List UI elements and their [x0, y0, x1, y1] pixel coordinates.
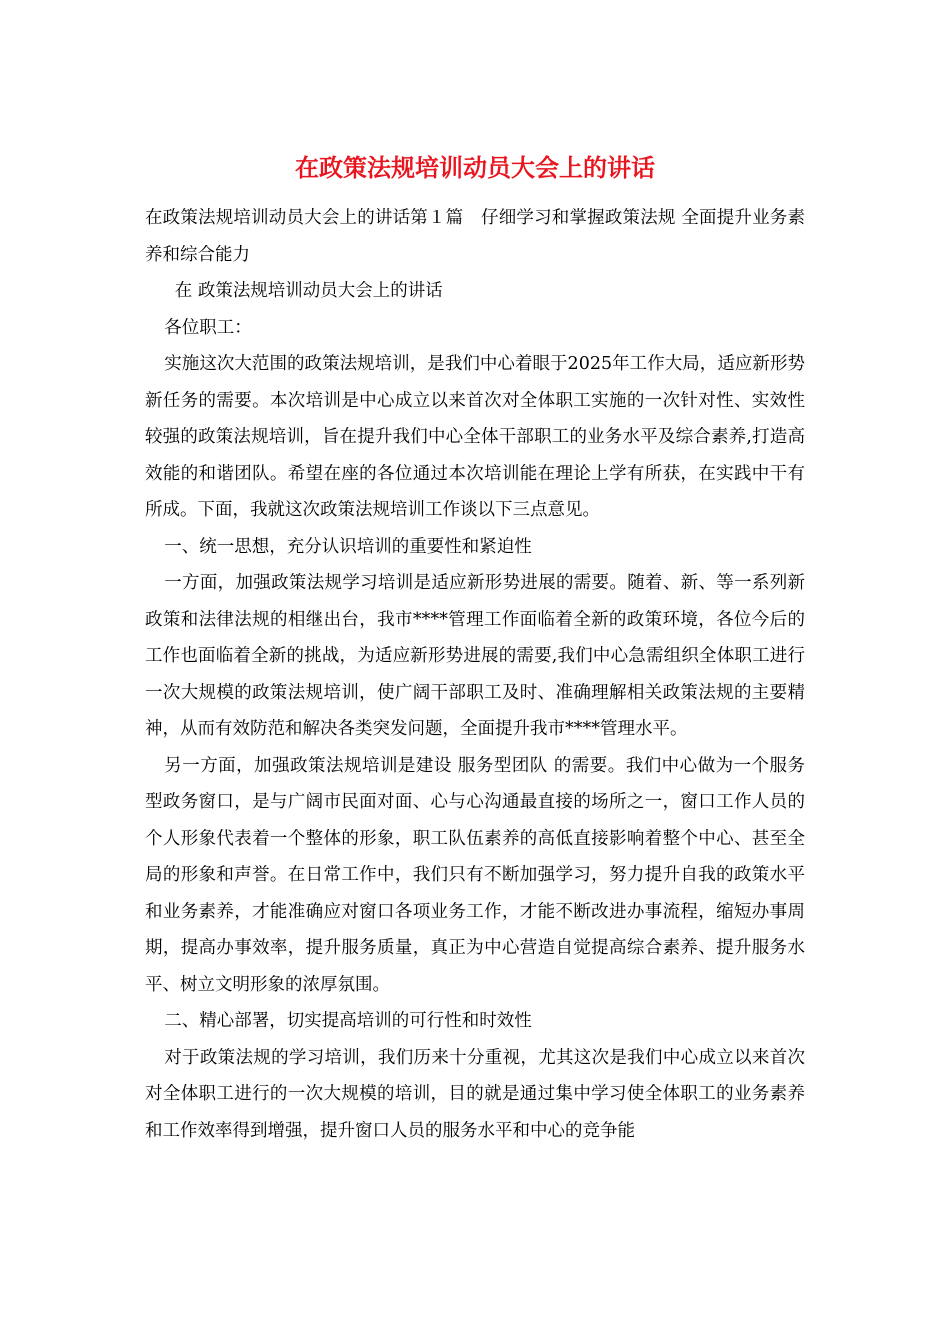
document-body [145, 200, 805, 1149]
paragraph-subtitle: 在 政策法规培训动员大会上的讲话 [174, 281, 443, 301]
paragraph-body: 另一方面，加强政策法规培训是建设 服务型团队 的需要。我们中心做为一个服务型政务窗口，是与广阔市民面对面、心与心沟通最直接的场所之一，窗口工作人员的个人形象代表着一个整体的形象，职工队伍素养的高低直接影响着整个中心、甚至全局的形象和声誉。在日常工作中，我们只有不断加强学习，努力提升自我的政策水平和业务素养，才能准确应对窗口各项业务工作，才能不断改进办事流程，缩短办事周期，提高办事效率，提升服务质量，真正为中心营造自觉提高综合素养、提升服务水平、树立文明形象的浓厚氛围。 [145, 755, 805, 995]
document-title: 在政策法规培训动员大会上的讲话 [295, 153, 655, 182]
paragraph-heading-line: 在政策法规培训动员大会上的讲话第１篇 仔细学习和掌握政策法规 全面提升业务素养和综合能力 [145, 208, 805, 265]
section-heading-2: 二、精心部署，切实提高培训的可行性和时效性 [164, 1011, 532, 1031]
paragraph-intro: 实施这次大范围的政策法规培训，是我们中心着眼于2025年工作大局，适应新形势新任务的需要。本次培训是中心成立以来首次对全体职工实施的一次针对性、实效性较强的政策法规培训，旨在提升我们中心全体干部职工的业务水平及综合素养,打造高效能的和谐团队。希望在座的各位通过本次培训能在理论上学有所获，在实践中干有所成。下面，我就这次政策法规培训工作谈以下三点意见。 [145, 354, 805, 520]
paragraph-body: 一方面，加强政策法规学习培训是适应新形势进展的需要。随着、新、等一系列新政策和法律法规的相继出台，我市****管理工作面临着全新的政策环境，各位今后的工作也面临着全新的挑战，为适应新形势进展的需要,我们中心急需组织全体职工进行一次大规模的政策法规培训，使广阔干部职工及时、准确理解相关政策法规的主要精神，从而有效防范和解决各类突发问题，全面提升我市****管理水平。 [145, 573, 805, 739]
section-heading-1: 一、统一思想，充分认识培训的重要性和紧迫性 [164, 536, 532, 557]
paragraph-salutation: 各位职工： [164, 317, 252, 338]
paragraph-body: 对于政策法规的学习培训，我们历来十分重视，尤其这次是我们中心成立以来首次对全体职工进行的一次大规模的培训，目的就是通过集中学习使全体职工的业务素养和工作效率得到增强，提升窗口人员的服务水平和中心的竞争能 [145, 1047, 805, 1141]
